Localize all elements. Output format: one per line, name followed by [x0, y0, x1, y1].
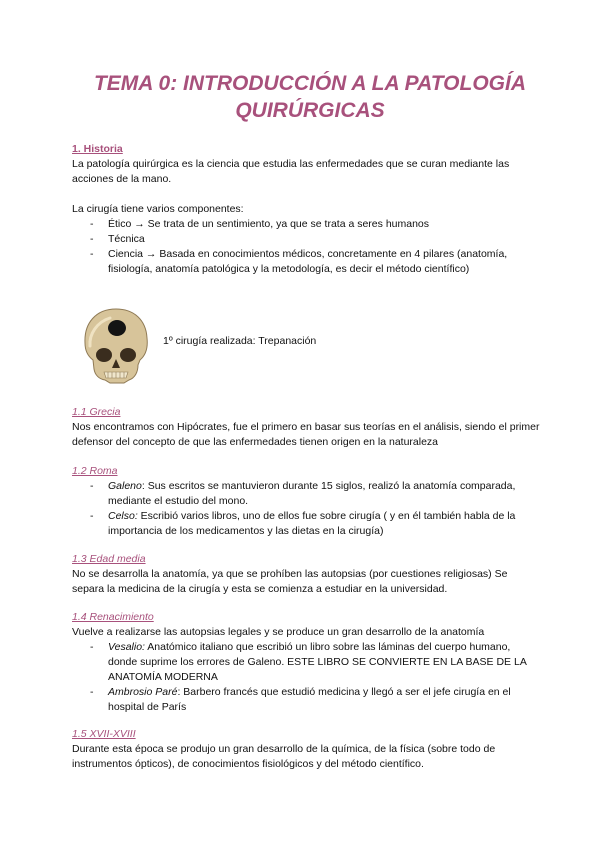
- section-heading: 1.4 Renacimiento: [72, 611, 154, 623]
- section-heading: 1.5 XVII-XVIII: [72, 728, 136, 740]
- title-line-1: TEMA 0: INTRODUCCIÓN A LA PATOLOGÍA: [93, 72, 527, 95]
- paragraph: No se desarrolla la anatomía, ya que se prohíben las autopsias (por cuestiones religiosas) Se separa la medicina de la cirugía y esta se comienza a estudiar en la universidad.: [72, 568, 508, 595]
- section-xvii-xviii: [72, 727, 542, 772]
- image-caption: 1º cirugía realizada: Trepanación: [163, 335, 317, 347]
- list-item: - Ambrosio Paré: Barbero francés que estudió medicina y llegó a ser el jefe cirugía en el hospital de París: [90, 686, 511, 713]
- paragraph: Nos encontramos con Hipócrates, fue el primero en basar sus teorías en el análisis, siendo el primer defensor del concepto de que las enfermedades tienen origen en la naturaleza: [72, 421, 540, 448]
- section-heading: 1.2 Roma: [72, 465, 118, 477]
- section-historia: [72, 142, 542, 277]
- list-item: - Ciencia → Basada en conocimientos médicos, concretamente en 4 pilares (anatomía, fisiología, anatomía patológica y la metodología, es decir el método científico): [90, 248, 508, 275]
- section-grecia: [72, 405, 542, 450]
- paragraph: La patología quirúrgica es la ciencia que estudia las enfermedades que se curan mediante las acciones de la mano.: [72, 158, 510, 185]
- paragraph: Vuelve a realizarse las autopsias legales y se produce un gran desarrollo de la anatomía: [72, 626, 485, 638]
- list-item: - Galeno: Sus escritos se mantuvieron durante 15 siglos, realizó la anatomía comparada, mediante el estudio del mono.: [90, 480, 516, 507]
- title-line-2: QUIRÚRGICAS: [235, 99, 385, 122]
- paragraph: La cirugía tiene varios componentes:: [72, 203, 244, 215]
- section-heading: 1.3 Edad media: [72, 553, 146, 565]
- list-item: - Vesalio: Anatómico italiano que escribió un libro sobre las láminas del cuerpo humano, donde suprime los errores de Galeno. ESTE LIBRO SE CONVIERTE EN LA BASE DE LA ANATOMÍA MODERNA: [90, 641, 527, 683]
- list-item: - Técnica: [90, 233, 145, 245]
- section-roma: [72, 464, 542, 539]
- section-heading: 1.1 Grecia: [72, 406, 121, 418]
- page-title: [60, 70, 560, 124]
- paragraph: Durante esta época se produjo un gran desarrollo de la química, de la física (sobre todo de instrumentos ópticos), de conocimientos fisiológicos y del método científico.: [72, 743, 496, 770]
- section-heading: 1. Historia: [72, 143, 123, 155]
- section-edad-media: [72, 552, 542, 597]
- section-renacimiento: [72, 610, 542, 715]
- list-item: - Ético → Se trata de un sentimiento, ya que se trata a seres humanos: [90, 218, 430, 230]
- list-item: - Celso: Escribió varios libros, uno de ellos fue sobre cirugía ( y en él también habla de la importancia de los medicamentos y las dietas en la cirugía): [90, 510, 516, 537]
- trepanned-skull-icon: [80, 306, 152, 386]
